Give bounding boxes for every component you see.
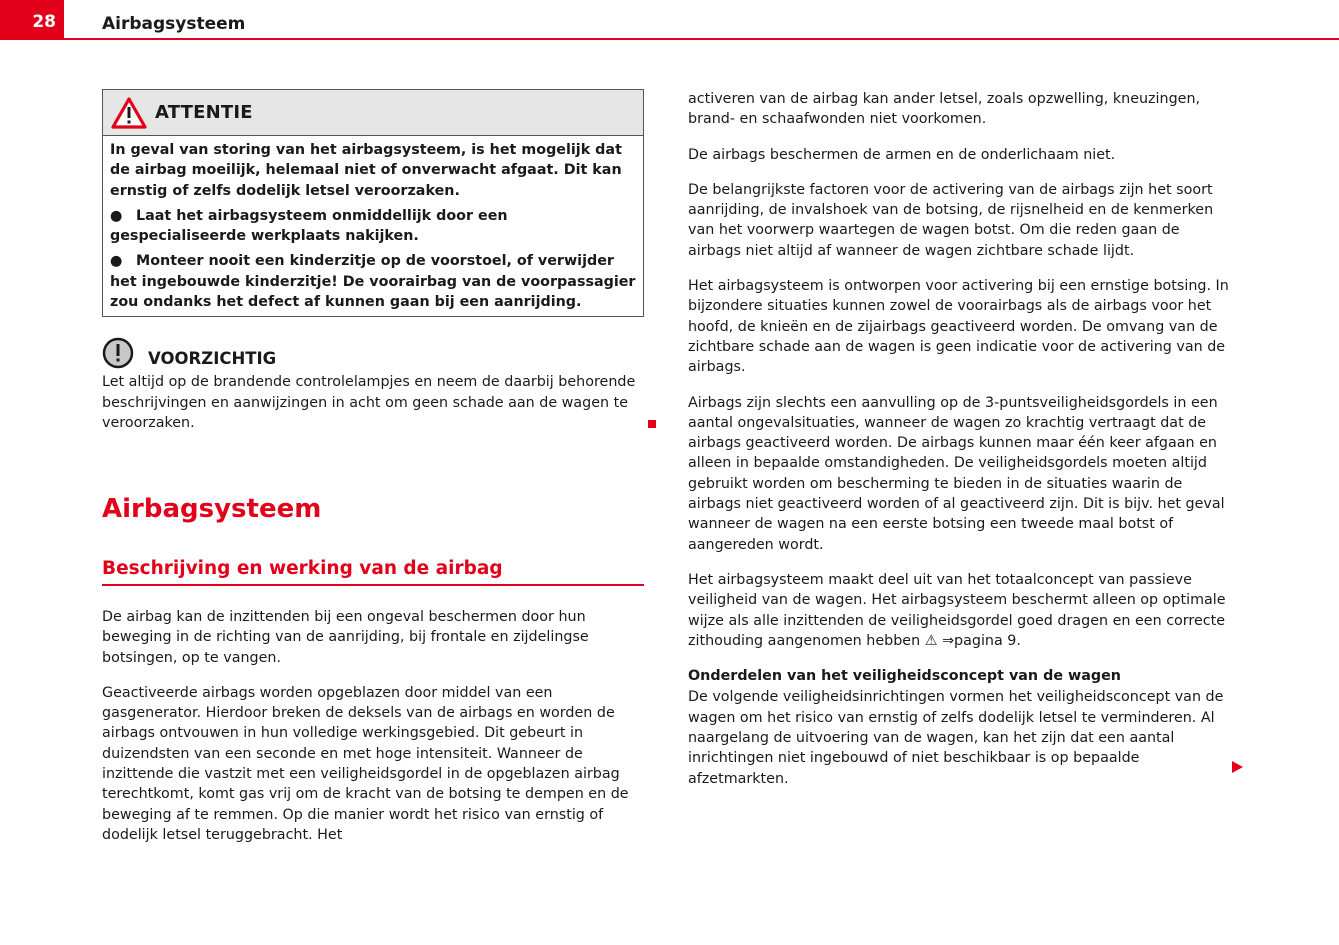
bullet-icon: ● bbox=[110, 253, 123, 270]
warning-bullet: ● Laat het airbagsysteem onmiddellijk door een gespecialiseerde werkplaats nakijken. bbox=[110, 207, 508, 245]
warning-box bbox=[102, 89, 644, 317]
paragraph: De airbag kan de inzittenden bij een ongeval beschermen door hun beweging in de richting van de aanrijding, bij frontale en zijdelingse botsingen, op te vangen. bbox=[102, 609, 589, 666]
subtitle-rule bbox=[102, 584, 644, 586]
exclamation-circle-icon bbox=[102, 337, 134, 369]
paragraph-with-reference: Het airbagsysteem maakt deel uit van het totaalconcept van passieve veiligheid van de wagen. Het airbagsysteem beschermt alleen op optimale wijze als alle inzittenden de veiligheidsgordel goed dragen en een correcte zithouding aangenomen hebben ⚠ ⇒pagina 9. bbox=[688, 571, 1226, 649]
warning-reference-icon: ⚠ bbox=[924, 632, 938, 649]
page-reference-link[interactable]: ⇒pagina 9 bbox=[942, 632, 1017, 649]
right-column bbox=[688, 89, 1230, 804]
warning-bullet: ● Monteer nooit een kinderzitje op de voorstoel, of verwijder het ingebouwde kinderzitje! De voorairbag van de voorpassagier zou ondanks het defect af kunnen gaan bij een aanrijding. bbox=[110, 253, 636, 311]
caution-title: VOORZICHTIG bbox=[148, 348, 277, 368]
warning-triangle-icon bbox=[111, 97, 147, 129]
paragraph: De volgende veiligheidsinrichtingen vormen het veiligheidsconcept van de wagen om het risico van ernstig of zelfs dodelijk letsel te verminderen. Al naargelang de uitvoering van de wagen, kan het zijn dat een aantal inrichtingen niet ingebouwd of niet beschikbaar is op bepaalde afzetmarkten. bbox=[688, 689, 1224, 787]
paragraph: Het airbagsysteem is ontworpen voor activering bij een ernstige botsing. In bijzondere situaties kunnen zowel de voorairbags als de airbags voor het hoofd, de knieën en de zijairbags geactiveerd worden. De omvang van de zichtbare schade aan de wagen is geen indicatie voor de activering van de airbags. bbox=[688, 278, 1229, 376]
left-column bbox=[102, 89, 644, 433]
paragraph: De belangrijkste factoren voor de activering van de airbags zijn het soort aanrijding, de invalshoek van de botsing, de rijsnelheid en de kenmerken van het voorwerp waartegen de wagen botst. Om die reden gaan de airbags niet altijd af wanneer de wagen zichtbare schade lijdt. bbox=[688, 181, 1214, 259]
end-of-section-icon bbox=[648, 420, 656, 428]
caution-note bbox=[102, 334, 644, 433]
warning-body bbox=[103, 136, 643, 316]
warning-paragraph: In geval van storing van het airbagsysteem, is het mogelijk dat de airbag moeilijk, helemaal niet of onverwacht afgaat. Dit kan ernstig of zelfs dodelijk letsel veroorzaken. bbox=[110, 142, 622, 199]
page-number: 28 bbox=[32, 12, 56, 32]
warning-title: ATTENTIE bbox=[155, 102, 253, 123]
section-title: Airbagsysteem bbox=[102, 494, 322, 524]
left-body-text bbox=[102, 607, 644, 860]
paragraph: activeren van de airbag kan ander letsel, zoals opzwelling, kneuzingen, brand- en schaafwonden niet voorkomen. bbox=[688, 91, 1201, 128]
caution-header bbox=[102, 334, 644, 372]
running-header-title: Airbagsysteem bbox=[102, 14, 246, 34]
caution-text: Let altijd op de brandende controlelampjes en neem de daarbij behorende beschrijvingen en aanwijzingen in acht om geen schade aan de wagen te veroorzaken. bbox=[102, 372, 644, 433]
paragraph: De airbags beschermen de armen en de onderlichaam niet. bbox=[688, 146, 1116, 163]
subsection-title: Onderdelen van het veiligheidsconcept van de wagen bbox=[688, 668, 1121, 685]
section-subtitle: Beschrijving en werking van de airbag bbox=[102, 558, 503, 579]
paragraph: Geactiveerde airbags worden opgeblazen door middel van een gasgenerator. Hierdoor breken de deksels van de airbags en worden de airbags ontvouwen in hun volledige werkingsgebied. Dit gebeurt in duizendsten van een seconde en met hoge intensiteit. Wanneer de inzittende die vastzit met een veiligheidsgordel in de opgeblazen airbag terechtkomt, komt gas vrij om de kracht van de botsing te dempen en de beweging af te remmen. Op die manier wordt het risico van ernstig of dodelijk letsel teruggebracht. Het bbox=[102, 684, 629, 843]
continue-arrow-icon bbox=[1232, 761, 1243, 773]
header-rule bbox=[64, 38, 1339, 40]
bullet-icon: ● bbox=[110, 207, 123, 224]
paragraph: Airbags zijn slechts een aanvulling op de 3-puntsveiligheidsgordels in een aantal ongevalsituaties, wanneer de wagen zo krachtig vertraagt dat de airbags geactiveerd worden. De airbags kunnen maar één keer afgaan en alleen in bepaalde omstandigheden. De veiligheidsgordels moeten altijd gebruikt worden om bescherming te bieden in de situaties waarin de airbags niet geactiveerd worden of al geactiveerd zijn. Dit is bijv. het geval wanneer de wagen na een eerste botsing een tweede maal botst of aangereden wordt. bbox=[688, 394, 1225, 553]
warning-header bbox=[103, 90, 643, 136]
